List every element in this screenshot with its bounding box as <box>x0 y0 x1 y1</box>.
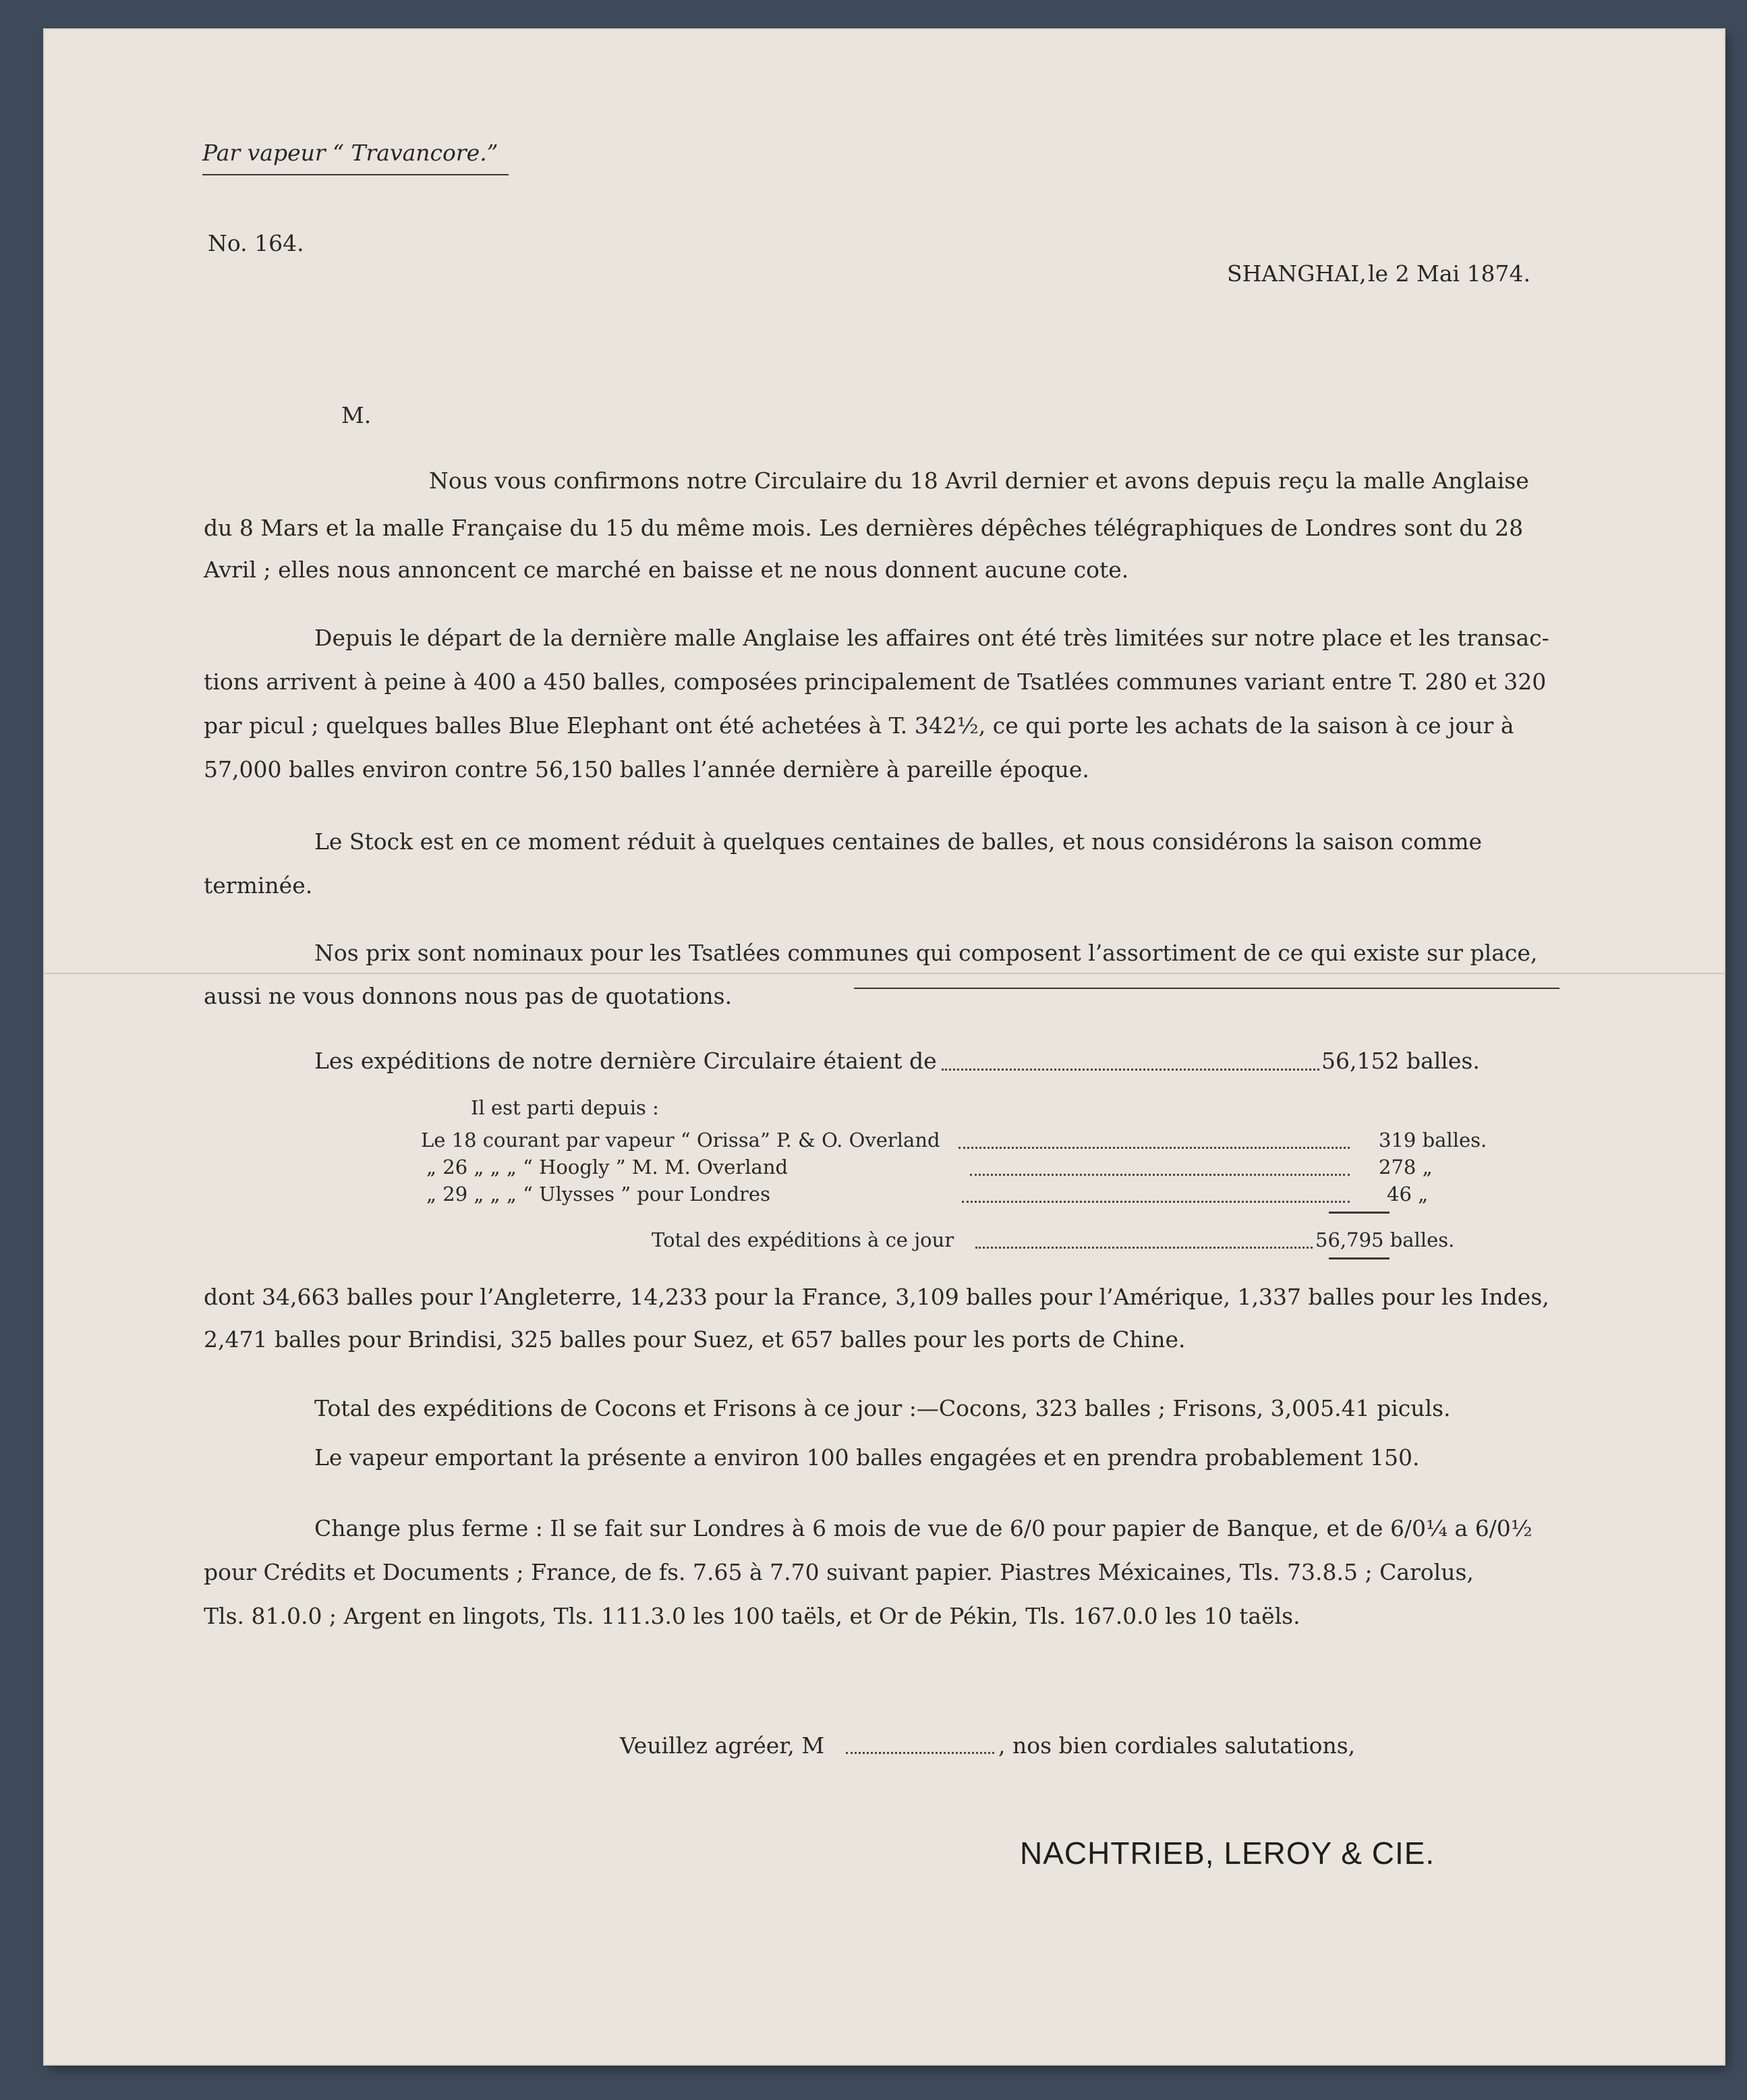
para2-line3: par picul ; quelques balles Blue Elephant ont été achetées à T. 342½, ce qui porte les achats de la saison à ce jour à <box>204 712 1514 739</box>
firm-name: NACHTRIEB, LEROY & CIE. <box>1020 1836 1435 1871</box>
para2-line1: Depuis le départ de la dernière malle Anglaise les affaires ont été très limitées sur notre place et les transac- <box>314 625 1549 651</box>
leader-dots <box>975 1247 1313 1249</box>
fold-rule <box>854 988 1559 989</box>
shipment-row: „ 26 „ „ „ “ Hoogly ” M. M. Overland <box>426 1156 789 1179</box>
shipment-row-value: 46 „ <box>1387 1183 1429 1205</box>
steamer-underline <box>202 174 509 175</box>
shipment-row-value: 319 balles. <box>1379 1129 1487 1152</box>
total-label: Total des expéditions à ce jour <box>652 1228 954 1251</box>
para4-line2: aussi ne vous donnons nous pas de quotations. <box>204 983 733 1009</box>
para4-line1: Nos prix sont nominaux pour les Tsatlées communes qui composent l’assortiment de ce qui existe sur place, <box>314 940 1538 966</box>
para8-line3: Tls. 81.0.0 ; Argent en lingots, Tls. 111.3.0 les 100 taëls, et Or de Pékin, Tls. 167.0.0 les 10 taëls. <box>204 1603 1300 1629</box>
leader-dots <box>846 1752 994 1754</box>
para7: Le vapeur emportant la présente a environ 100 balles engagées et en prendra probablement 150. <box>314 1444 1420 1471</box>
shipment-row-value: 278 „ <box>1379 1156 1433 1179</box>
letter-sheet <box>45 30 1724 2064</box>
para1-line1: Nous vous confirmons notre Circulaire du 18 Avril dernier et avons depuis reçu la malle Anglaise <box>429 467 1529 494</box>
para2-line2: tions arrivent à peine à 400 a 450 balles, composées principalement de Tsatlées communes variant entre T. 280 et 320 <box>204 669 1547 695</box>
para3-line1: Le Stock est en ce moment réduit à quelques centaines de balles, et nous considérons la saison comme <box>314 828 1483 855</box>
total-rule <box>1329 1257 1390 1259</box>
salutation: M. <box>341 402 372 428</box>
shipment-row: Le 18 courant par vapeur “ Orissa” P. & O. Overland <box>421 1129 940 1152</box>
shipment-row: „ 29 „ „ „ “ Ulysses ” pour Londres <box>426 1183 770 1205</box>
total-value: 56,795 balles. <box>1315 1228 1455 1251</box>
date: le 2 Mai 1874. <box>1368 260 1531 287</box>
leader-dots <box>958 1147 1350 1149</box>
leader-dots <box>942 1069 1319 1071</box>
para2-line4: 57,000 balles environ contre 56,150 balles l’année dernière à pareille époque. <box>204 756 1089 783</box>
para5-line2: 2,471 balles pour Brindisi, 325 balles pour Suez, et 657 balles pour les ports de Chine. <box>204 1326 1186 1353</box>
leader-dots <box>962 1201 1350 1203</box>
since-label: Il est parti depuis : <box>471 1096 659 1119</box>
para8-line2: pour Crédits et Documents ; France, de fs. 7.65 à 7.70 suivant papier. Piastres Méxicaines, Tls. 73.8.5 ; Carolus, <box>204 1559 1474 1585</box>
para8-line1: Change plus ferme : Il se fait sur Londres à 6 mois de vue de 6/0 pour papier de Banque, et de 6/0¼ a 6/0½ <box>314 1515 1533 1541</box>
para1-line2: du 8 Mars et la malle Française du 15 du même mois. Les dernières dépêches télégraphiques de Londres sont du 28 <box>204 515 1524 541</box>
para6: Total des expéditions de Cocons et Frisons à ce jour :—Cocons, 323 balles ; Frisons, 3,005.41 piculs. <box>314 1395 1451 1421</box>
closing-pre: Veuillez agréer, M <box>620 1732 825 1759</box>
para5-line1: dont 34,663 balles pour l’Angleterre, 14,233 pour la France, 3,109 balles pour l’Amérique, 1,337 balles pour les Indes, <box>204 1284 1549 1310</box>
place: SHANGHAI, <box>1227 260 1367 287</box>
leader-dots <box>970 1174 1350 1176</box>
circular-number: No. 164. <box>208 230 304 256</box>
closing-post: , nos bien cordiales salutations, <box>998 1732 1356 1759</box>
para3-line2: terminée. <box>204 872 313 899</box>
previous-shipments-value: 56,152 balles. <box>1321 1048 1480 1074</box>
para1-line3: Avril ; elles nous annoncent ce marché en baisse et ne nous donnent aucune cote. <box>204 557 1129 583</box>
sum-rule <box>1329 1212 1390 1214</box>
steamer-line: Par vapeur “ Travancore.” <box>202 140 498 166</box>
previous-shipments-label: Les expéditions de notre dernière Circulaire étaient de <box>314 1048 937 1074</box>
